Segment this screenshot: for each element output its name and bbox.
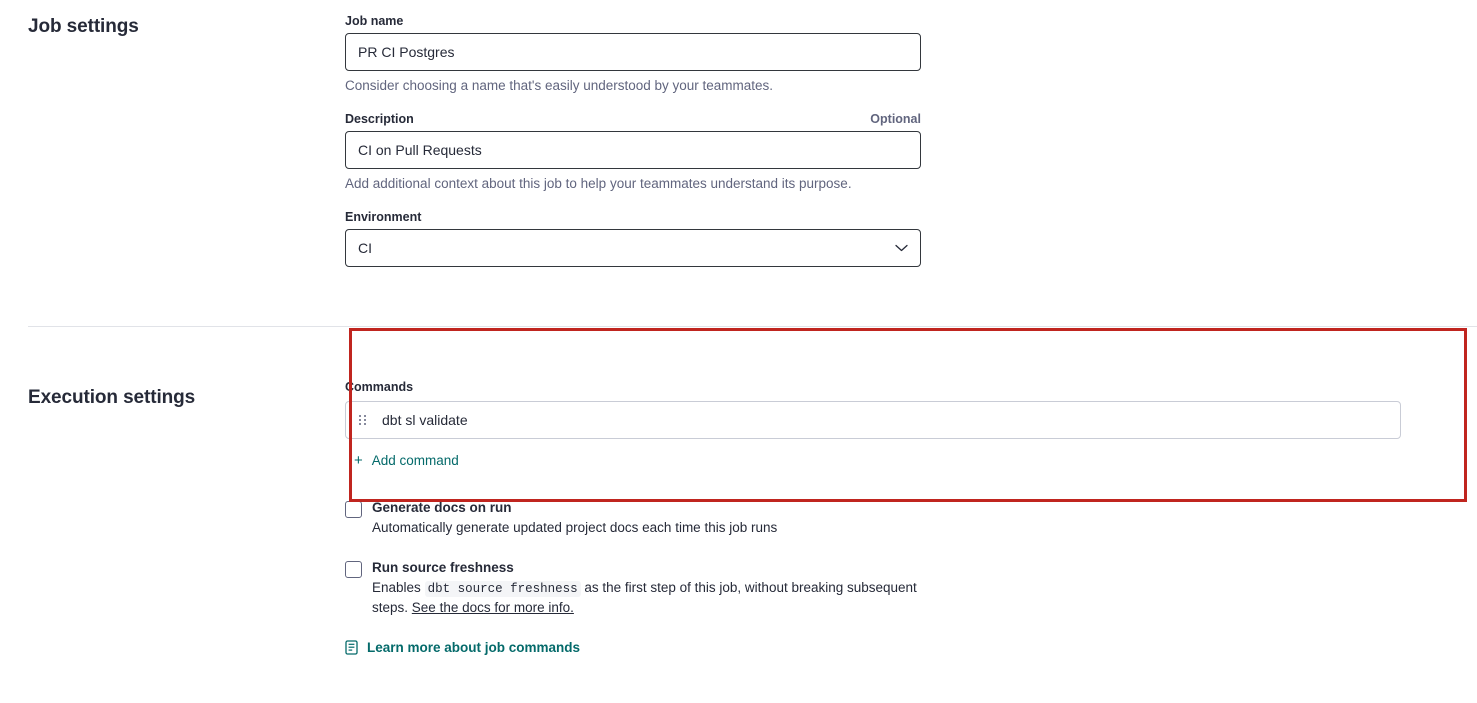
commands-label: Commands — [345, 380, 414, 394]
learn-more-label: Learn more about job commands — [367, 640, 581, 656]
job-settings-title: Job settings — [28, 16, 139, 37]
command-input[interactable] — [380, 411, 1390, 429]
add-command-button[interactable] — [345, 453, 459, 468]
generate-docs-block — [345, 500, 1477, 538]
description-optional-label: Optional — [870, 112, 921, 126]
source-freshness-checkbox[interactable] — [345, 561, 362, 578]
execution-settings-body — [345, 352, 1477, 660]
job-settings-body — [345, 14, 1477, 326]
job-name-help: Consider choosing a name that's easily understood by your teammates. — [345, 78, 774, 93]
environment-selected-value: CI — [358, 240, 372, 256]
environment-field-group — [345, 210, 1477, 267]
job-settings-section — [0, 0, 1477, 326]
job-name-field-group — [345, 14, 1477, 93]
execution-settings-title: Execution settings — [28, 387, 196, 408]
source-freshness-block — [345, 560, 1477, 618]
learn-more-job-commands-link[interactable] — [345, 640, 580, 655]
drag-handle-icon[interactable] — [356, 415, 370, 425]
command-row[interactable] — [345, 401, 1401, 439]
source-freshness-desc-part2: as the first step of this job, without breaking subsequent steps. — [372, 579, 917, 615]
environment-label-row — [345, 210, 921, 224]
source-freshness-title: Run source freshness — [372, 559, 514, 575]
source-freshness-description — [372, 578, 932, 618]
source-freshness-docs-link[interactable]: See the docs for more info. — [411, 599, 574, 615]
source-freshness-command-code: dbt source freshness — [425, 581, 581, 597]
description-label-row — [345, 112, 921, 126]
generate-docs-description: Automatically generate updated project docs each time this job runs — [372, 520, 778, 535]
environment-select-wrap — [345, 229, 921, 267]
environment-select[interactable] — [345, 229, 921, 267]
source-freshness-desc-part1: Enables — [372, 579, 421, 595]
execution-settings-section — [0, 326, 1477, 660]
add-command-label: Add command — [371, 453, 459, 468]
job-name-label-row — [345, 14, 921, 28]
environment-label: Environment — [345, 210, 422, 224]
commands-area — [345, 352, 1477, 470]
job-name-label: Job name — [345, 14, 404, 28]
generate-docs-title: Generate docs on run — [372, 500, 512, 515]
description-field-group — [345, 112, 1477, 191]
book-icon — [345, 640, 358, 655]
generate-docs-checkbox[interactable] — [345, 501, 362, 518]
job-name-input[interactable] — [345, 33, 921, 71]
description-label: Description — [345, 112, 414, 126]
description-help: Add additional context about this job to help your teammates understand its purpose. — [345, 176, 852, 191]
description-input[interactable] — [345, 131, 921, 169]
plus-icon: + — [354, 452, 363, 469]
